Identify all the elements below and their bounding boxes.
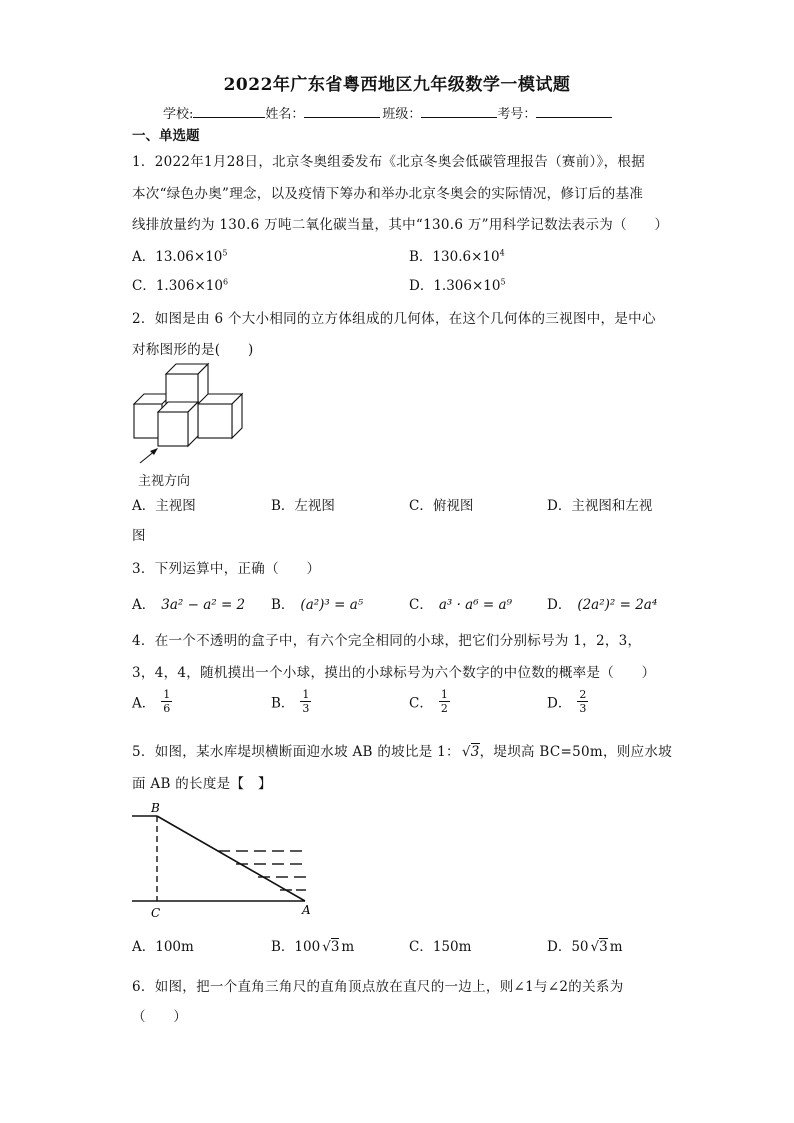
number-blank[interactable]	[536, 105, 612, 118]
q3-option-b-expr: (a²)³ = a⁵	[300, 597, 364, 613]
q1-option-d-exponent: 5	[500, 277, 506, 287]
q4-option-b-numerator: 1	[302, 688, 310, 701]
q4-option-b-fraction	[300, 688, 311, 715]
q4-option-d-denominator: 3	[579, 702, 587, 715]
q4-option-c[interactable]	[409, 688, 450, 715]
q1-option-d[interactable]	[409, 274, 506, 294]
q1-stem-line3: 线排放量约为 130.6 万吨二氧化碳当量，其中“130.6 万”用科学记数法表示为（ ）	[132, 217, 669, 233]
q5-stem-radicand: 3	[470, 744, 480, 760]
q4-option-c-fraction	[439, 688, 450, 715]
q2-option-b[interactable]: B．左视图	[271, 498, 335, 514]
q5-option-a[interactable]: A．100m	[132, 939, 194, 955]
q3-option-a[interactable]	[132, 593, 245, 613]
q4-stem-line2: 3，4，4，随机摸出一个小球，摸出的小球标号为六个数字的中位数的概率是（ ）	[132, 665, 656, 681]
q4-stem-line1: 4．在一个不透明的盒子中，有六个完全相同的小球，把它们分别标号为 1，2，3，	[132, 633, 642, 649]
q6-stem-line1: 6．如图，把一个直角三角尺的直角顶点放在直尺的一边上，则∠1与∠2的关系为	[132, 979, 624, 995]
q1-stem-line1: 1．2022年1月28日，北京冬奥组委发布《北京冬奥会低碳管理报告（赛前）》，根据	[132, 154, 646, 170]
q5-option-c[interactable]: C．150m	[409, 939, 472, 955]
q1-option-a-text: A．13.06×10	[132, 249, 223, 265]
q4-option-a[interactable]	[132, 688, 172, 715]
q4-option-d-fraction	[577, 688, 588, 715]
sqrt-symbol: √	[590, 939, 600, 955]
q2-figure-caption: 主视方向	[138, 474, 191, 489]
q4-option-a-label: A．	[132, 695, 156, 712]
q3-option-c[interactable]	[409, 593, 512, 613]
name-label: 姓名：	[265, 107, 305, 122]
q3-option-d[interactable]	[547, 593, 657, 613]
q4-option-c-numerator: 1	[440, 688, 448, 701]
q4-option-a-denominator: 6	[163, 702, 171, 715]
q5-option-b-text: B．100	[271, 939, 321, 955]
q1-option-b-exponent: 4	[499, 248, 505, 258]
page-title: 2022年广东省粤西地区九年级数学一模试题	[223, 75, 571, 95]
q4-option-b[interactable]	[271, 688, 311, 715]
school-label: 学校:	[163, 107, 194, 122]
q1-stem-line2: 本次“绿色办奥”理念，以及疫情下筹办和举办北京冬奥会的实际情况，修订后的基准	[132, 186, 644, 202]
q5-option-d-text: D．50	[547, 939, 589, 955]
q5-stem-text-c: ，堤坝高 BC=50m，则应水坡	[479, 744, 673, 760]
q5-option-d[interactable]	[547, 935, 623, 955]
dam-cross-section-figure	[130, 800, 315, 922]
q4-option-d-label: D．	[547, 695, 572, 712]
sqrt-symbol: √	[322, 939, 331, 955]
q2-option-c[interactable]: C．俯视图	[409, 498, 474, 514]
sqrt-symbol: √	[461, 744, 471, 760]
q5-stem-text-a: 5．如图，某水库堤坝横断面迎水坡 AB 的坡比是 1：	[132, 744, 460, 760]
q2-option-d[interactable]: D．主视图和左视	[547, 498, 653, 514]
q4-option-b-label: B．	[271, 695, 295, 712]
q3-option-c-label: C．	[409, 597, 433, 613]
label-b: B	[151, 801, 160, 815]
q3-option-a-label: A．	[132, 597, 156, 613]
number-label: 考号：	[497, 107, 537, 122]
student-info-row	[163, 103, 612, 122]
cube-solid-figure	[128, 362, 248, 467]
q1-option-a-exponent: 5	[222, 248, 228, 258]
q4-option-d[interactable]	[547, 688, 588, 715]
q6-stem-line2: （ ）	[132, 1009, 188, 1025]
q4-option-a-numerator: 1	[163, 688, 171, 701]
q1-option-d-text: D．1.306×10	[409, 278, 501, 294]
q5-option-b-radicand: 3	[330, 939, 340, 955]
q3-option-d-expr: (2a²)² = 2a⁴	[577, 597, 658, 613]
label-a: A	[302, 903, 311, 917]
q2-option-d-wrap: 图	[132, 528, 146, 544]
q4-option-c-denominator: 2	[440, 702, 448, 715]
q1-option-c[interactable]	[132, 274, 228, 294]
q3-option-a-expr: 3a² − a² = 2	[161, 597, 246, 613]
q1-option-b[interactable]	[409, 245, 505, 265]
q3-option-c-expr: a³ · a⁶ = a⁹	[438, 597, 512, 613]
q2-stem-line2: 对称图形的是( )	[132, 342, 254, 358]
q3-stem: 3．下列运算中，正确（ ）	[132, 561, 321, 577]
q3-option-b[interactable]	[271, 593, 363, 613]
q5-stem-line1	[132, 740, 672, 760]
q1-option-c-exponent: 6	[222, 277, 229, 287]
q5-stem-line2: 面 AB 的长度是【 】	[132, 776, 272, 792]
q1-option-c-text: C．1.306×10	[132, 278, 223, 294]
section-heading: 一、单选题	[132, 128, 200, 144]
name-blank[interactable]	[304, 105, 380, 118]
q2-stem-line1: 2．如图是由 6 个大小相同的立方体组成的几何体，在这个几何体的三视图中，是中心	[132, 311, 656, 327]
q2-option-a[interactable]: A．主视图	[132, 498, 196, 514]
q4-option-a-fraction	[161, 688, 172, 715]
q5-option-d-unit: m	[609, 939, 623, 955]
q4-option-d-numerator: 2	[579, 688, 587, 701]
q1-option-a[interactable]	[132, 245, 227, 265]
q5-option-b[interactable]	[271, 935, 354, 955]
class-blank[interactable]	[421, 105, 497, 118]
q4-option-b-denominator: 3	[302, 702, 310, 715]
q3-option-b-label: B．	[271, 597, 295, 613]
school-blank[interactable]	[193, 105, 265, 118]
q5-option-d-radicand: 3	[599, 939, 608, 955]
q5-option-b-unit: m	[341, 939, 355, 955]
q4-option-c-label: C．	[409, 695, 433, 712]
q3-option-d-label: D．	[547, 597, 572, 613]
q1-option-b-text: B．130.6×10	[409, 249, 500, 265]
label-c: C	[151, 906, 161, 920]
class-label: 班级：	[382, 107, 422, 122]
